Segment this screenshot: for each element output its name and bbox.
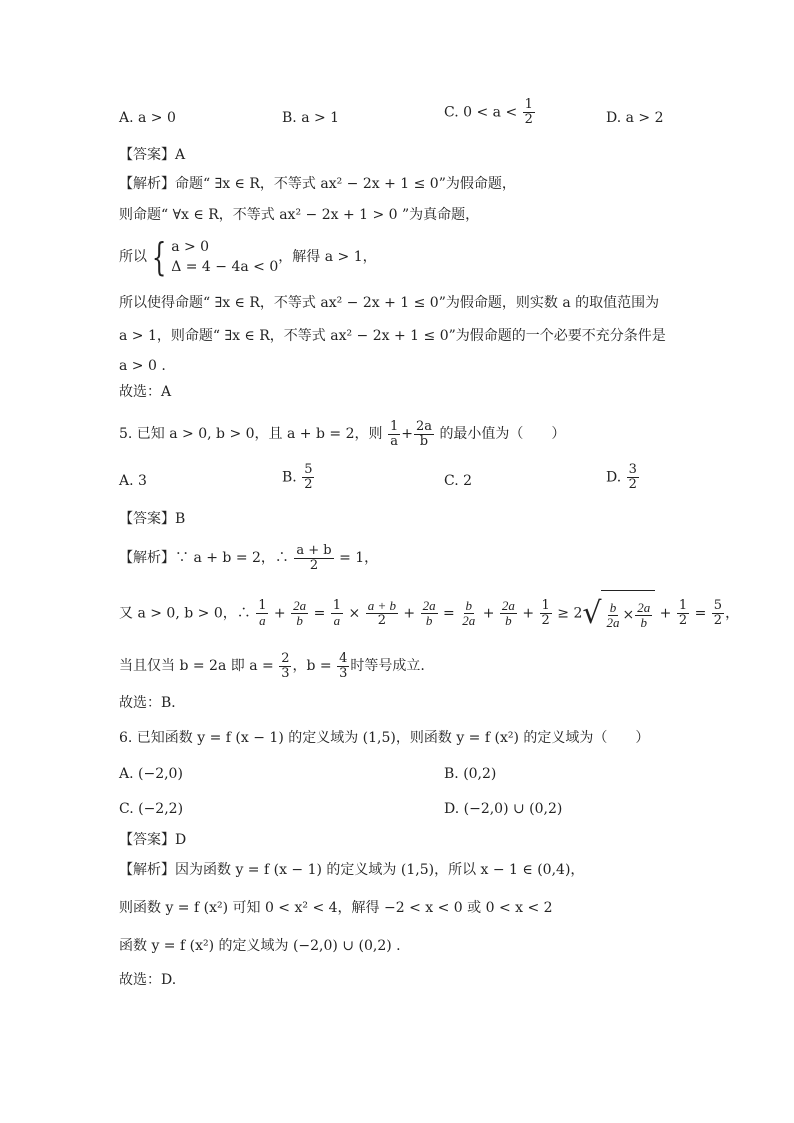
q5-exp1-prefix: 【解析】∵ a + b = 2，∴: [119, 550, 289, 566]
frac-2a-b-2: [421, 599, 438, 628]
fraction-denominator: 2: [678, 613, 688, 628]
q5-exp1-suffix: = 1，: [339, 550, 379, 566]
fraction-denominator: 2a: [462, 613, 476, 628]
q4-choose: 故选：A: [119, 384, 172, 400]
fraction-numerator: 1: [524, 97, 533, 112]
fraction-denominator: 2: [628, 477, 637, 492]
q5-exp3-part-c: 时等号成立.: [350, 658, 425, 674]
q5-exp2-tail: ，: [725, 605, 740, 622]
q4-option-c: [444, 98, 536, 127]
q5-stem-fraction2: [414, 420, 434, 449]
sqrt-expression: [582, 590, 655, 637]
fraction-numerator: 1: [678, 598, 688, 613]
frac-1-a-2: [331, 599, 343, 628]
q5-option-d-prefix: D.: [606, 469, 622, 486]
fraction-numerator: 2a: [415, 418, 432, 434]
q5-explanation-line2: 又 a > 0, b > 0，∴ $\frac{1}{a}$ + $\frac{2a}{b}$ = $\frac{1}{a}$ × $\frac{a + b}{2}$ + $\frac{2a}{b}$ = $\frac{b}{2a}$ + $\frac{2a}{b}$ + $\frac{1}{2}$ ≥ 2 √ $\frac{b}{2a}$ × $\frac{2a}{b}$ + $\frac{1}{2}$ = $\frac{5}{2}$ ，: [119, 590, 739, 637]
fraction-denominator: 2a: [606, 614, 620, 630]
fraction-numerator: 2a: [293, 598, 307, 613]
fraction-denominator: a: [333, 613, 341, 628]
fraction-denominator: a: [259, 613, 266, 628]
fraction-numerator: 1: [332, 598, 342, 613]
q4-explanation-line4: 所以使得命题“ ∃x ∈ R，不等式 ax² − 2x + 1 ≤ 0”为假命题，则实数 a 的取值范围为: [119, 295, 660, 311]
fraction-numerator: 2a: [637, 599, 651, 615]
q5-stem-suffix: 的最小值为（ ）: [439, 426, 566, 442]
q5-choose: 故选：B．: [119, 695, 186, 711]
q6-choose: 故选：D.: [119, 972, 177, 988]
frac-2a-b: [291, 599, 308, 628]
q4-option-a: A. a > 0: [119, 110, 176, 126]
q6-option-c: C. (−2,2): [119, 801, 184, 817]
frac-5-2: [712, 599, 724, 628]
q4-exp3-suffix: ，解得 a > 1，: [278, 249, 377, 265]
fraction-denominator: 2: [304, 477, 313, 492]
q6-answer: 【答案】D: [119, 832, 187, 848]
fraction-denominator: 2: [713, 613, 723, 628]
q4-answer: 【答案】A: [119, 147, 186, 163]
q4-system-row1: a > 0: [171, 239, 210, 255]
q5-exp2-prefix: 又 a > 0, b > 0，∴: [119, 605, 251, 622]
q6-explanation-line3: 函数 y = f (x²) 的定义域为 (−2,0) ∪ (0,2) .: [119, 938, 401, 954]
fraction-numerator: a + b: [367, 598, 396, 613]
q4-explanation-line3: 所以 { a > 0 Δ = 4 − 4a < 0 ，解得 a > 1，: [119, 235, 377, 279]
sqrt-radicand: $\frac{b}{2a}$ × $\frac{2a}{b}$: [601, 590, 655, 637]
fraction-numerator: 4: [339, 650, 348, 666]
q6-explanation-line1: 【解析】因为函数 y = f (x − 1) 的定义域为 (1,5)，所以 x − 1 ∈ (0,4)，: [119, 862, 585, 878]
q5-option-b-prefix: B.: [282, 469, 297, 486]
q4-option-d: D. a > 2: [606, 110, 664, 126]
fraction-denominator: b: [425, 613, 433, 628]
q4-option-c-prefix: C. 0 < a <: [444, 104, 518, 121]
fraction-denominator: a: [390, 433, 398, 449]
q4-explanation-line1: 【解析】命题“ ∃x ∈ R，不等式 ax² − 2x + 1 ≤ 0”为假命题，: [119, 176, 516, 192]
q4-exp3-prefix: 所以: [119, 249, 147, 265]
q5-exp1-fraction: [294, 544, 333, 573]
fraction-denominator: 2: [524, 112, 533, 127]
q5-exp3-part-a: 当且仅当 b = 2a 即 a =: [119, 658, 274, 674]
q5-stem-prefix: 5. 已知 a > 0, b > 0，且 a + b = 2，则: [119, 426, 383, 442]
fraction-numerator: 2: [281, 650, 290, 666]
frac-2a-b-4: [635, 601, 652, 630]
q5-stem-plus: +: [401, 426, 413, 442]
frac-1-a: [256, 599, 268, 628]
q5-explanation-line3: [119, 648, 425, 684]
q6-option-d: D. (−2,0) ∪ (0,2): [444, 801, 563, 817]
fraction-numerator: a + b: [296, 542, 332, 558]
q6-explanation-line2: 则函数 y = f (x²) 可知 0 < x² < 4，解得 −2 < x < 0 或 0 < x < 2: [119, 900, 553, 916]
fraction-denominator: 3: [339, 665, 348, 681]
q5-exp3-fraction1: [279, 652, 291, 681]
q5-option-d-fraction: [627, 463, 639, 492]
q5-explanation-line1: [119, 540, 378, 576]
fraction-numerator: 1: [258, 598, 267, 613]
fraction-denominator: 2: [377, 613, 386, 628]
fraction-numerator: 1: [541, 598, 550, 613]
q5-answer: 【答案】B: [119, 511, 186, 527]
fraction-denominator: 3: [281, 665, 290, 681]
fraction-denominator: 2: [309, 557, 319, 573]
frac-1-2-2: [677, 599, 689, 628]
frac-apb-2: [366, 599, 398, 628]
fraction-denominator: b: [505, 613, 512, 628]
q5-option-c: C. 2: [444, 473, 473, 489]
frac-1-2: [540, 599, 552, 628]
q4-explanation-line5: a > 1，则命题“ ∃x ∈ R，不等式 ax² − 2x + 1 ≤ 0”为假命题的一个必要不充分条件是: [119, 328, 666, 344]
frac-b-2a-2: [604, 601, 621, 630]
q4-explanation-line6: a > 0 .: [119, 358, 166, 374]
fraction-numerator: 3: [628, 462, 637, 477]
q5-option-b-fraction: [302, 463, 314, 492]
frac-2a-b-3: [500, 599, 517, 628]
q6-stem: 6. 已知函数 y = f (x − 1) 的定义域为 (1,5)，则函数 y = f (x²) 的定义域为（ ）: [119, 730, 650, 746]
sqrt-symbol: √: [582, 595, 602, 631]
q5-stem: [119, 416, 565, 452]
q5-exp3-part-b: ，b =: [292, 658, 332, 674]
q5-exp3-fraction2: [337, 652, 349, 681]
q4-inequality-system: [171, 237, 278, 277]
q5-option-d: [606, 463, 640, 492]
fraction-numerator: 5: [304, 462, 313, 477]
fraction-numerator: 1: [389, 418, 399, 434]
q5-option-b: [282, 463, 315, 492]
q6-option-b: B. (0,2): [444, 766, 497, 782]
fraction-numerator: 2a: [501, 598, 515, 613]
fraction-denominator: b: [640, 614, 647, 630]
q5-stem-fraction1: [388, 420, 400, 449]
q4-system-row2: Δ = 4 − 4a < 0: [171, 259, 279, 275]
q4-option-c-fraction: [523, 98, 535, 127]
fraction-numerator: 2a: [422, 598, 436, 613]
q4-explanation-line2: 则命题“ ∀x ∈ R，不等式 ax² − 2x + 1 > 0 ”为真命题，: [119, 207, 480, 223]
fraction-numerator: b: [465, 598, 472, 613]
fraction-denominator: b: [419, 433, 429, 449]
q6-option-a: A. (−2,0): [119, 766, 183, 782]
q4-option-b: B. a > 1: [282, 110, 340, 126]
frac-b-2a: [460, 599, 477, 628]
fraction-denominator: 2: [541, 613, 550, 628]
fraction-numerator: b: [609, 599, 617, 615]
fraction-numerator: 5: [713, 598, 723, 613]
q5-option-a: A. 3: [119, 473, 147, 489]
fraction-denominator: b: [296, 613, 303, 628]
